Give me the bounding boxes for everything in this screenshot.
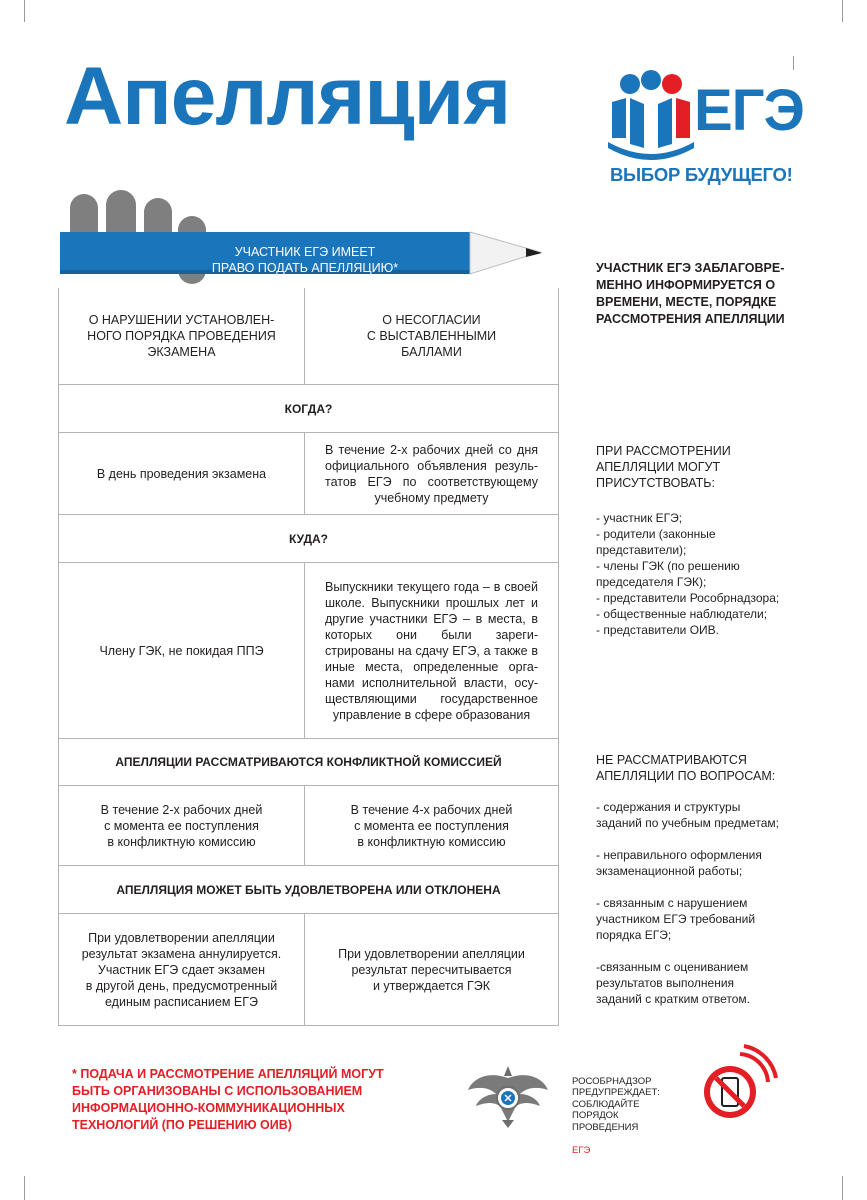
informed-note: УЧАСТНИК ЕГЭ ЗАБЛАГОВРЕ- МЕННО ИНФОРМИРУЕТСЯ О ВРЕМЕНИ, МЕСТЕ, ПОРЯДКЕ РАССМОТРЕНИЯ АПЕЛЛЯЦИИ [596, 261, 785, 326]
appeal-table [58, 288, 559, 1026]
commission-disagreement: В течение 4-х рабочих дней с момента ее поступления в конфликтную комиссию [350, 802, 513, 849]
appeal-type-disagreement: О НЕСОГЛАСИИ С ВЫСТАВЛЕННЫМИ БАЛЛАМИ [366, 313, 497, 359]
where-violation: Члену ГЭК, не покидая ППЭ [59, 563, 305, 738]
not-considered-list [596, 799, 836, 1007]
table-row-result [59, 914, 558, 1026]
list-item: - члены ГЭК (по решению председателя ГЭК); [596, 559, 740, 589]
warning-ege: ЕГЭ [572, 1144, 591, 1156]
list-item: - участник ЕГЭ; [596, 511, 683, 525]
table-row-commission [59, 786, 558, 866]
table-heading-where [59, 515, 558, 563]
ege-logo-text: ЕГЭ [694, 78, 804, 143]
table-row-types [59, 288, 558, 385]
list-item: - представители ОИВ. [596, 623, 719, 637]
heading-when: КОГДА? [284, 401, 333, 416]
crop-mark [842, 0, 843, 22]
table-heading-commission [59, 739, 558, 786]
crop-mark [842, 1176, 843, 1200]
warning-lines: РОСОБРНАДЗОР ПРЕДУПРЕЖДАЕТ: СОБЛЮДАЙТЕ ПОРЯДОК ПРОВЕДЕНИЯ [572, 1075, 660, 1133]
when-disagreement: В течение 2-х рабочих дней со дня официального объявления резуль-татов ЕГЭ по соответствующему учебному предмету [325, 442, 538, 505]
table-row-when [59, 433, 558, 515]
not-considered-heading: НЕ РАССМАТРИВАЮТСЯ АПЕЛЛЯЦИИ ПО ВОПРОСАМ: [596, 753, 776, 783]
ege-people-icon [606, 68, 696, 160]
page-title: Апелляция [64, 51, 511, 142]
ege-logo [606, 60, 826, 200]
warning-text [572, 1064, 660, 1168]
heading-where: КУДА? [288, 531, 329, 546]
heading-commission: АПЕЛЛЯЦИИ РАССМАТРИВАЮТСЯ КОНФЛИКТНОЙ КОМИССИЕЙ [115, 755, 502, 769]
no-phone-icon [692, 1044, 778, 1130]
heading-result: АПЕЛЛЯЦИЯ МОЖЕТ БЫТЬ УДОВЛЕТВОРЕНА ИЛИ ОТКЛОНЕНА [116, 882, 501, 897]
footnote: * ПОДАЧА И РАССМОТРЕНИЕ АПЕЛЛЯЦИЙ МОГУТ БЫТЬ ОРГАНИЗОВАНЫ С ИСПОЛЬЗОВАНИЕМ ИНФОРМАЦИОННО-КОММУНИКАЦИОННЫХ ТЕХНОЛОГИЙ (ПО РЕШЕНИЮ ОИВ) [72, 1067, 384, 1132]
list-item: - содержания и структуры заданий по учебным предметам; [596, 800, 779, 830]
list-item: - представители Рособрнадзора; [596, 591, 780, 605]
table-heading-result [59, 866, 558, 914]
result-disagreement: При удовлетворении апелляции результат пересчитывается и утверждается ГЭК [338, 947, 525, 993]
list-item: -связанным с оцениванием результатов выполнения заданий с кратким ответом. [596, 960, 750, 1006]
appeal-type-violation: О НАРУШЕНИИ УСТАНОВЛЕН- НОГО ПОРЯДКА ПРОВЕДЕНИЯ ЭКЗАМЕНА [59, 288, 305, 384]
table-heading-when [59, 385, 558, 433]
present-heading: ПРИ РАССМОТРЕНИИ АПЕЛЛЯЦИИ МОГУТ ПРИСУТСТВОВАТЬ: [596, 444, 731, 490]
rosobrnadzor-emblem-icon [466, 1060, 550, 1130]
table-row-where [59, 563, 558, 739]
present-list [596, 510, 836, 638]
list-item: - родители (законные представители); [596, 527, 716, 557]
result-violation: При удовлетворении апелляции результат экзамена аннулируется. Участник ЕГЭ сдает экзамен в другой день, предусмотренный единым расписанием ЕГЭ [59, 914, 305, 1026]
list-item: - общественные наблюдатели; [596, 607, 768, 621]
banner-text: УЧАСТНИК ЕГЭ ИМЕЕТ ПРАВО ПОДАТЬ АПЕЛЛЯЦИЮ* [211, 245, 399, 275]
crop-mark [24, 0, 25, 22]
list-item: - неправильного оформления экзаменационной работы; [596, 848, 762, 878]
where-disagreement: Выпускники текущего года – в своей школе. Выпускники прошлых лет и другие участники ЕГЭ – в места, в которых они были зареги-стрированы на сдачу ЕГЭ, а также в иные места, определенные орга-нами исполнительной власти, осу-ществляющими государственное управление в сфере образования [325, 579, 538, 722]
list-item: - связанным с нарушением участником ЕГЭ требований порядка ЕГЭ; [596, 896, 756, 942]
crop-mark [24, 1176, 25, 1200]
commission-violation: В течение 2-х рабочих дней с момента ее поступления в конфликтную комиссию [59, 786, 305, 865]
slogan: ВЫБОР БУДУЩЕГО! [610, 164, 793, 185]
when-violation: В день проведения экзамена [59, 433, 305, 514]
